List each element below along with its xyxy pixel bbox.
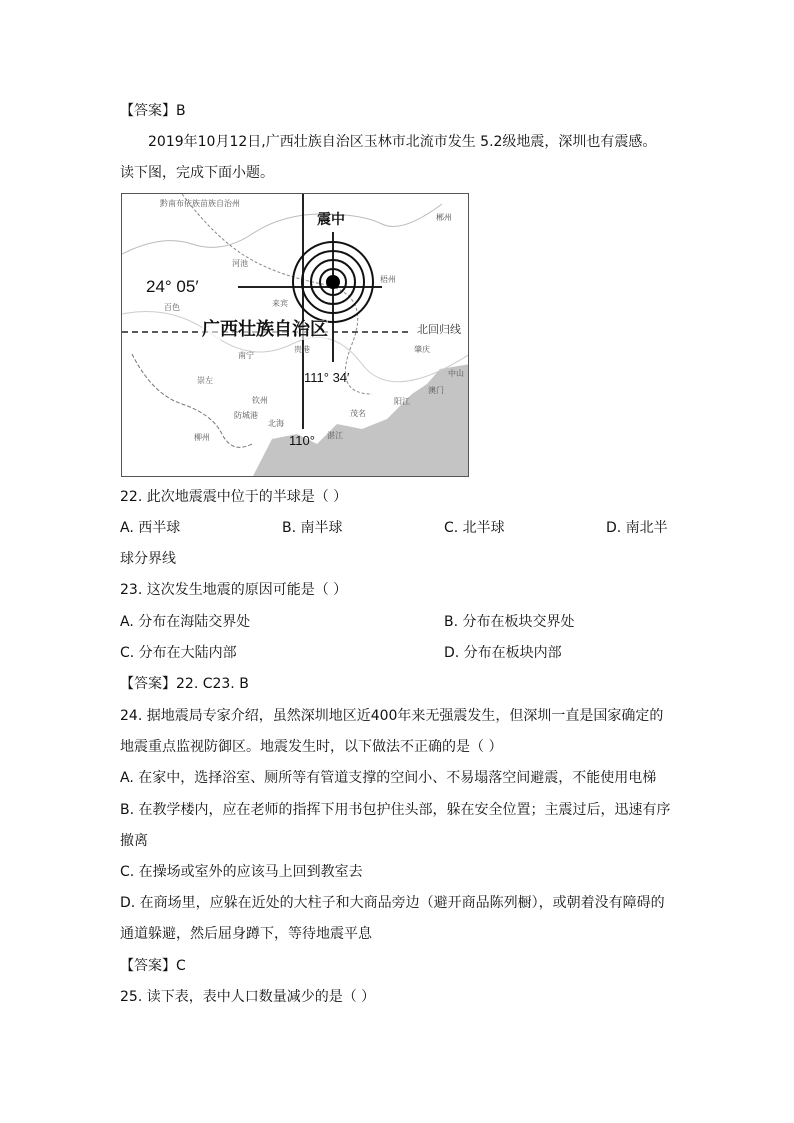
q24-option-b-cont: 撤离 bbox=[120, 833, 148, 849]
place-label: 湛江 bbox=[327, 431, 343, 440]
place-label: 阳江 bbox=[394, 397, 410, 406]
earthquake-map bbox=[121, 193, 469, 477]
q23-option-b: B. 分布在板块交界处 bbox=[444, 614, 575, 630]
answer-22-23: 【答案】22. C23. B bbox=[120, 676, 249, 692]
border bbox=[132, 351, 254, 447]
place-label: 钦州 bbox=[252, 396, 268, 405]
q24-option-a: A. 在家中，选择浴室、厕所等有管道支撑的空间小、不易塌落空间避震，不能使用电梯 bbox=[120, 770, 657, 786]
road bbox=[122, 204, 442, 254]
place-label: 贵港 bbox=[294, 345, 310, 354]
q24-option-d-cont: 通道躲避，然后屈身蹲下，等待地震平息 bbox=[120, 926, 372, 942]
question-23: 23. 这次发生地震的原因可能是（ ） bbox=[120, 582, 348, 598]
answer-label: 【答案】B bbox=[120, 103, 186, 119]
place-label: 北海 bbox=[268, 419, 284, 428]
q22-option-b: B. 南半球 bbox=[282, 520, 343, 536]
place-label: 澳门 bbox=[428, 386, 444, 395]
q22-option-a: A. 西半球 bbox=[120, 520, 181, 536]
q23-option-d: D. 分布在板块内部 bbox=[444, 645, 562, 661]
q24-option-d: D. 在商场里，应躲在近处的大柱子和大商品旁边（避开商品陈列橱），或朝着没有障碍的 bbox=[120, 895, 665, 911]
tropic-label: 北回归线 bbox=[417, 324, 461, 336]
place-label: 郴州 bbox=[436, 213, 452, 222]
place-label: 肇庆 bbox=[414, 345, 430, 354]
place-label: 中山 bbox=[448, 369, 464, 378]
q22-option-c: C. 北半球 bbox=[444, 520, 505, 536]
region-label: 广西壮族自治区 bbox=[202, 319, 328, 339]
question-22: 22. 此次地震震中位于的半球是（ ） bbox=[120, 489, 348, 505]
q24-option-c: C. 在操场或室外的应该马上回到教室去 bbox=[120, 864, 363, 880]
place-label: 茂名 bbox=[350, 409, 366, 418]
q24-option-b: B. 在教学楼内，应在老师的指挥下用书包护住头部，躲在安全位置；主震过后，迅速有序 bbox=[120, 802, 671, 818]
epicenter-dot bbox=[326, 275, 340, 289]
question-24-cont: 地震重点监视防御区。地震发生时，以下做法不正确的是（ ） bbox=[120, 739, 503, 755]
place-label: 黔南布依族苗族自治州 bbox=[160, 199, 240, 208]
sea-area bbox=[252, 364, 469, 477]
epicenter-label: 震中 bbox=[317, 211, 345, 227]
q23-option-a: A. 分布在海陆交界处 bbox=[120, 614, 251, 630]
place-label: 河池 bbox=[232, 259, 248, 268]
answer-24: 【答案】C bbox=[120, 958, 186, 974]
question-24: 24. 据地震局专家介绍，虽然深圳地区近400年来无强震发生，但深圳一直是国家确定的 bbox=[120, 708, 664, 724]
latitude-label: 24° 05′ bbox=[146, 277, 199, 296]
q22-option-d-cont: 球分界线 bbox=[120, 551, 176, 567]
place-label: 百色 bbox=[164, 303, 180, 312]
question-25: 25. 读下表，表中人口数量减少的是（ ） bbox=[120, 989, 376, 1005]
place-label: 防城港 bbox=[234, 411, 258, 420]
place-label: 梧州 bbox=[380, 275, 396, 284]
intro-text: 2019年10月12日,广西壮族自治区玉林市北流市发生 5.2级地震，深圳也有震感。 bbox=[148, 134, 657, 150]
longitude-label: 111° 34′ bbox=[304, 370, 350, 385]
q22-option-d: D. 南北半 bbox=[606, 520, 668, 536]
meridian-label: 110° bbox=[289, 433, 315, 448]
place-label: 来宾 bbox=[272, 299, 288, 308]
intro-text-cont: 读下图，完成下面小题。 bbox=[120, 165, 274, 181]
q23-option-c: C. 分布在大陆内部 bbox=[120, 645, 237, 661]
place-label: 崇左 bbox=[197, 376, 213, 385]
place-label: 南宁 bbox=[238, 351, 254, 360]
place-label: 柳州 bbox=[194, 433, 210, 442]
